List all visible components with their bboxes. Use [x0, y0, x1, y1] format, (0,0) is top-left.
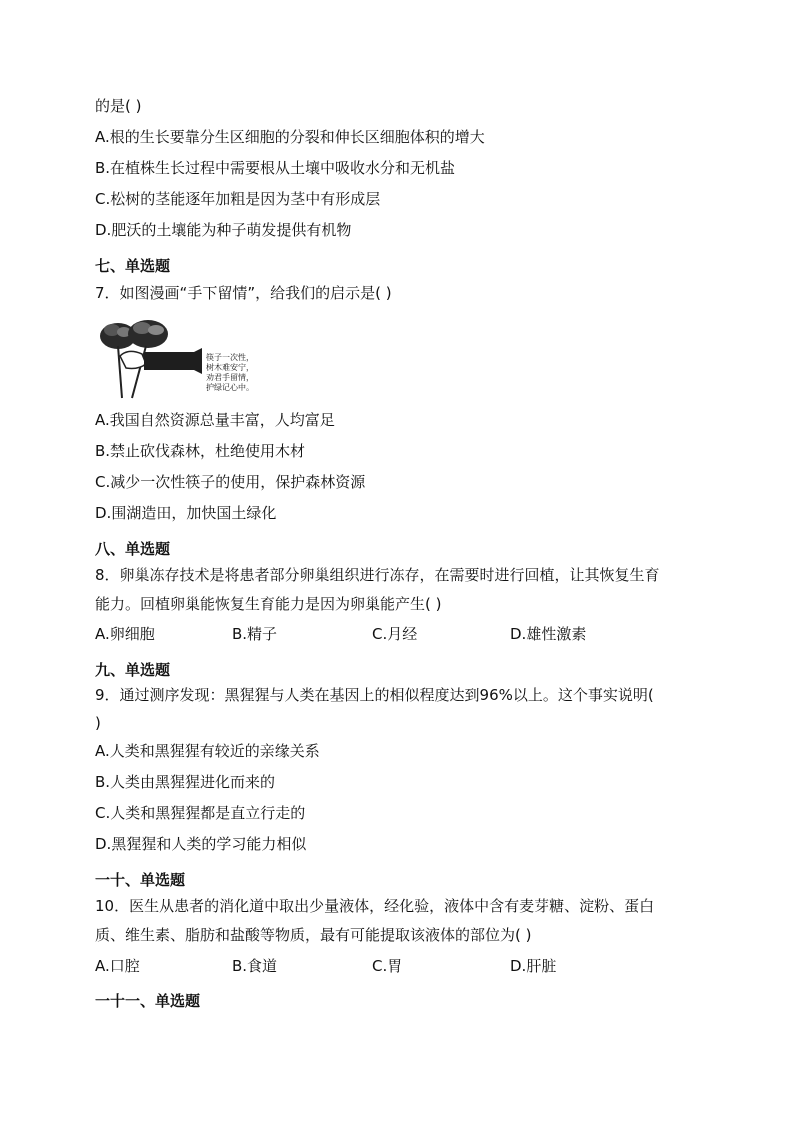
q9-stem-line-1: 9．通过测序发现：黑猩猩与人类在基因上的相似程度达到96%以上。这个事实说明(	[95, 686, 654, 704]
poem-line-4: 护绿记心中。	[206, 383, 254, 392]
cartoon-image	[98, 318, 266, 400]
q10-option-b: B.食道	[232, 957, 278, 975]
poem-line-1: 筷子一次性，	[206, 353, 254, 362]
q9-option-b: B.人类由黑猩猩进化而来的	[95, 773, 276, 791]
q10-options	[95, 956, 655, 976]
section-heading-9: 九、单选题	[95, 661, 171, 679]
q10-option-c: C.胃	[372, 957, 403, 975]
q9-option-a: A.人类和黑猩猩有较近的亲缘关系	[95, 742, 320, 760]
q10-stem-line-1: 10．医生从患者的消化道中取出少量液体，经化验，液体中含有麦芽糖、淀粉、蛋白	[95, 897, 655, 915]
q7-option-a: A.我国自然资源总量丰富，人均富足	[95, 411, 335, 429]
hand-icon	[120, 348, 202, 374]
q10-stem-line-2: 质、维生素、脂肪和盐酸等物质，最有可能提取该液体的部位为( )	[95, 926, 532, 944]
q7-option-b: B.禁止砍伐森林，杜绝使用木材	[95, 442, 306, 460]
q6-option-c: C.松树的茎能逐年加粗是因为茎中有形成层	[95, 190, 381, 208]
q8-stem-line-2: 能力。回植卵巢能恢复生育能力是因为卵巢能产生( )	[95, 595, 442, 613]
q7-stem: 7．如图漫画“手下留情”，给我们的启示是( )	[95, 284, 392, 302]
section-heading-10: 一十、单选题	[95, 871, 186, 889]
q8-option-d: D.雄性激素	[510, 625, 587, 643]
poem-line-3: 劝君手留情，	[206, 373, 254, 382]
q9-stem-line-2: )	[95, 714, 101, 732]
q7-option-c: C.减少一次性筷子的使用，保护森林资源	[95, 473, 366, 491]
section-heading-8: 八、单选题	[95, 540, 171, 558]
q8-options	[95, 624, 655, 644]
section-heading-7: 七、单选题	[95, 257, 171, 275]
q8-option-c: C.月经	[372, 625, 418, 643]
q6-option-d: D.肥沃的土壤能为种子萌发提供有机物	[95, 221, 352, 239]
q10-option-d: D.肝脏	[510, 957, 557, 975]
poem-line-2: 树木难安宁，	[206, 363, 254, 372]
q10-option-a: A.口腔	[95, 957, 140, 975]
q6-stem-tail: 的是( )	[95, 97, 142, 115]
q7-option-d: D.围湖造田，加快国土绿化	[95, 504, 277, 522]
q8-option-b: B.精子	[232, 625, 278, 643]
q8-stem-line-1: 8．卵巢冻存技术是将患者部分卵巢组织进行冻存，在需要时进行回植，让其恢复生育	[95, 566, 660, 584]
q9-option-c: C.人类和黑猩猩都是直立行走的	[95, 804, 306, 822]
section-heading-11: 一十一、单选题	[95, 992, 201, 1010]
q8-option-a: A.卵细胞	[95, 625, 155, 643]
q6-option-b: B.在植株生长过程中需要根从土壤中吸收水分和无机盐	[95, 159, 456, 177]
q9-option-d: D.黑猩猩和人类的学习能力相似	[95, 835, 307, 853]
q6-option-a: A.根的生长要靠分生区细胞的分裂和伸长区细胞体积的增大	[95, 128, 485, 146]
